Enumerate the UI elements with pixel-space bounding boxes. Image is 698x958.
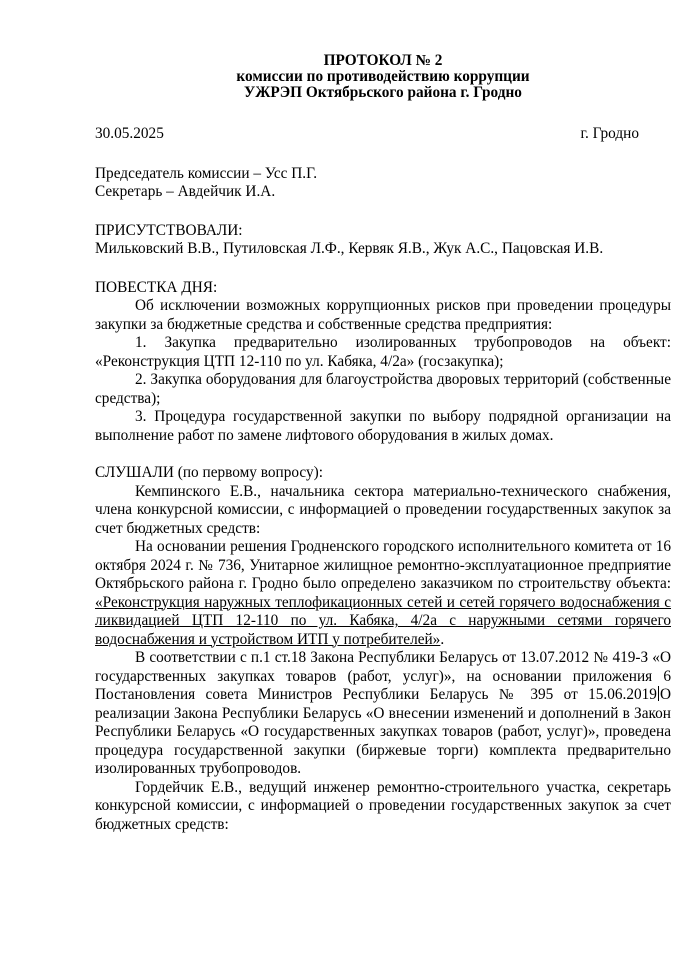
present-section [95, 222, 671, 259]
agenda-intro: Об исключении возможных коррупционных рисков при проведении процедуры закупки за бюджетные средства и собственные средства предприятия: [95, 297, 671, 333]
secretary-line: Секретарь – Авдейчик И.А. [95, 183, 276, 200]
protocol-city: г. Гродно [580, 125, 639, 142]
object-name-underlined: «Реконструкция наружных теплофикационных сетей и сетей горячего водоснабжения с ликвидацией ЦТП 12-110 по ул. Кабяка, 4/2а с наружными сетями горячего водоснабжения и устройством ИТП у потребителей» [95, 593, 671, 648]
law-text-start: В соответствии с п.1 ст.18 Закона Республики Беларусь от 13.07.2012 № 419-З «О государственных закупках товаров (работ, услуг)», на основании приложения 6 Постановления совета Министров Республики Беларусь № 395 от 15.06.2019 [95, 649, 671, 703]
title-line-1: ПРОТОКОЛ № 2 [323, 52, 443, 69]
present-list: Мильковский В.В., Путиловская Л.Ф., Кервяк Я.В., Жук А.С., Пацовская И.В. [95, 240, 604, 257]
protocol-date: 30.05.2025 [95, 125, 164, 142]
heard-speaker-2: Гордейчик Е.В., ведущий инженер ремонтно-строительного участка, секретарь конкурсной комиссии, с информацией о проведении государственных закупок за счет бюджетных средств: [95, 778, 671, 833]
agenda-item-1: 1. Закупка предварительно изолированных трубопроводов на объект: «Реконструкция ЦТП 12-110 по ул. Кабяка, 4/2а» (госзакупка); [95, 334, 671, 370]
protocol-title [95, 53, 671, 101]
chairman-line: Председатель комиссии – Усс П.Г. [95, 164, 318, 182]
title-line-2: комиссии по противодействию коррупции [236, 68, 530, 85]
heard-section [95, 464, 671, 834]
present-label: ПРИСУТСТВОВАЛИ: [95, 221, 243, 239]
basis-end: . [440, 630, 445, 648]
title-line-3: УЖРЭП Октябрьского района г. Гродно [244, 84, 522, 101]
commission-officers [95, 165, 671, 202]
document-page [95, 53, 671, 834]
agenda-section [95, 279, 671, 446]
agenda-label: ПОВЕСТКА ДНЯ: [95, 278, 218, 296]
agenda-item-2: 2. Закупка оборудования для благоустройства дворовых территорий (собственные средства); [95, 371, 671, 407]
heard-speaker-1: Кемпинского Е.В., начальника сектора материально-технического снабжения, члена конкурсной комиссии, с информацией о проведении государственных закупок за счет бюджетных средств: [95, 482, 671, 537]
law-text-end: О реализации Закона Республики Беларусь «О внесении изменений и дополнений в Закон Республики Беларусь «О государственных закупках товаров (работ, услуг)», проведена процедура государственной закупки (биржевые торги) комплекта предварительно изолированных трубопроводов. [95, 686, 671, 777]
heard-label: СЛУШАЛИ (по первому вопросу): [95, 464, 323, 481]
agenda-item-3: 3. Процедура государственной закупки по выбору подрядной организации на выполнение работ по замене лифтового оборудования в жилых домах. [95, 408, 671, 444]
date-line [95, 125, 671, 144]
basis-text: На основании решения Гродненского городского исполнительного комитета от 16 октября 2024 г. № 736, Унитарное жилищное ремонтно-эксплуатационное предприятие Октябрьского района г. Гродно было определено заказчиком по строительству объекта: [95, 538, 671, 592]
basis-paragraph [95, 538, 671, 649]
text-cursor [658, 686, 659, 701]
law-paragraph [95, 649, 671, 779]
